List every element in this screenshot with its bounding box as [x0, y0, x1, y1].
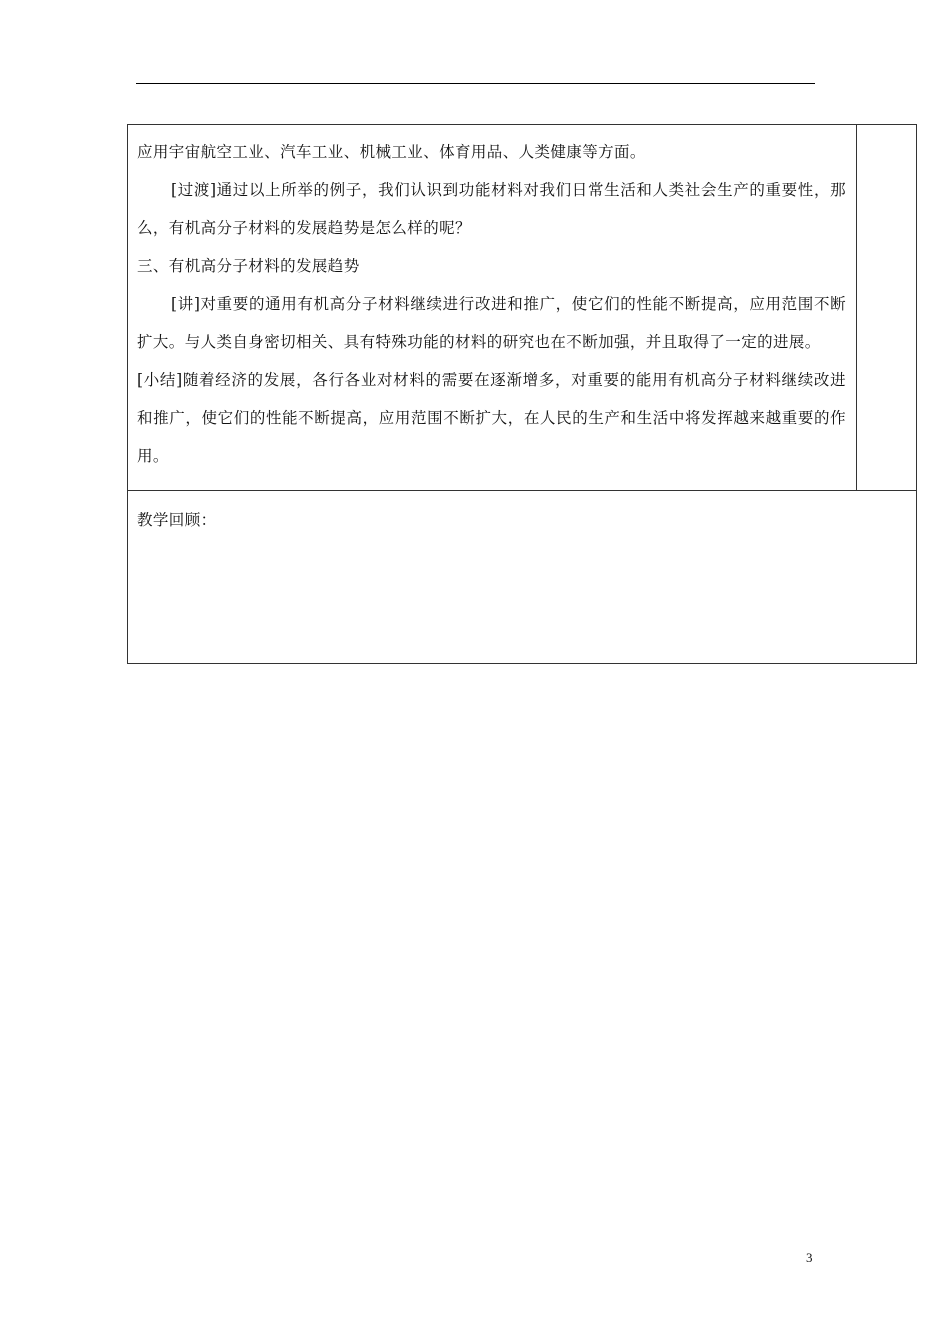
review-row — [128, 491, 917, 664]
page-number: 3 — [806, 1250, 813, 1265]
notes-cell — [857, 125, 917, 491]
paragraph-transition: [过渡]通过以上所举的例子，我们认识到功能材料对我们日常生活和人类社会生产的重要性，那么，有机高分子材料的发展趋势是怎么样的呢？ — [137, 181, 846, 237]
paragraph-lecture: [讲]对重要的通用有机高分子材料继续进行改进和推广，使它们的性能不断提高，应用范围不断扩大。与人类自身密切相关、具有特殊功能的材料的研究也在不断加强，并且取得了一定的进展。 — [137, 295, 846, 351]
teaching-review-label: 教学回顾： — [137, 511, 217, 529]
header-rule — [136, 83, 815, 84]
section-heading: 三、有机高分子材料的发展趋势 — [137, 257, 360, 275]
lesson-table — [127, 124, 917, 664]
teaching-review-cell — [128, 491, 917, 664]
paragraph-application: 应用宇宙航空工业、汽车工业、机械工业、体育用品、人类健康等方面。 — [137, 143, 646, 161]
paragraph-summary: [小结]随着经济的发展，各行各业对材料的需要在逐渐增多，对重要的能用有机高分子材料继续改进和推广，使它们的性能不断提高，应用范围不断扩大，在人民的生产和生活中将发挥越来越重要的作用。 — [137, 371, 846, 465]
lesson-content-cell — [128, 125, 857, 491]
content-row — [128, 125, 917, 491]
